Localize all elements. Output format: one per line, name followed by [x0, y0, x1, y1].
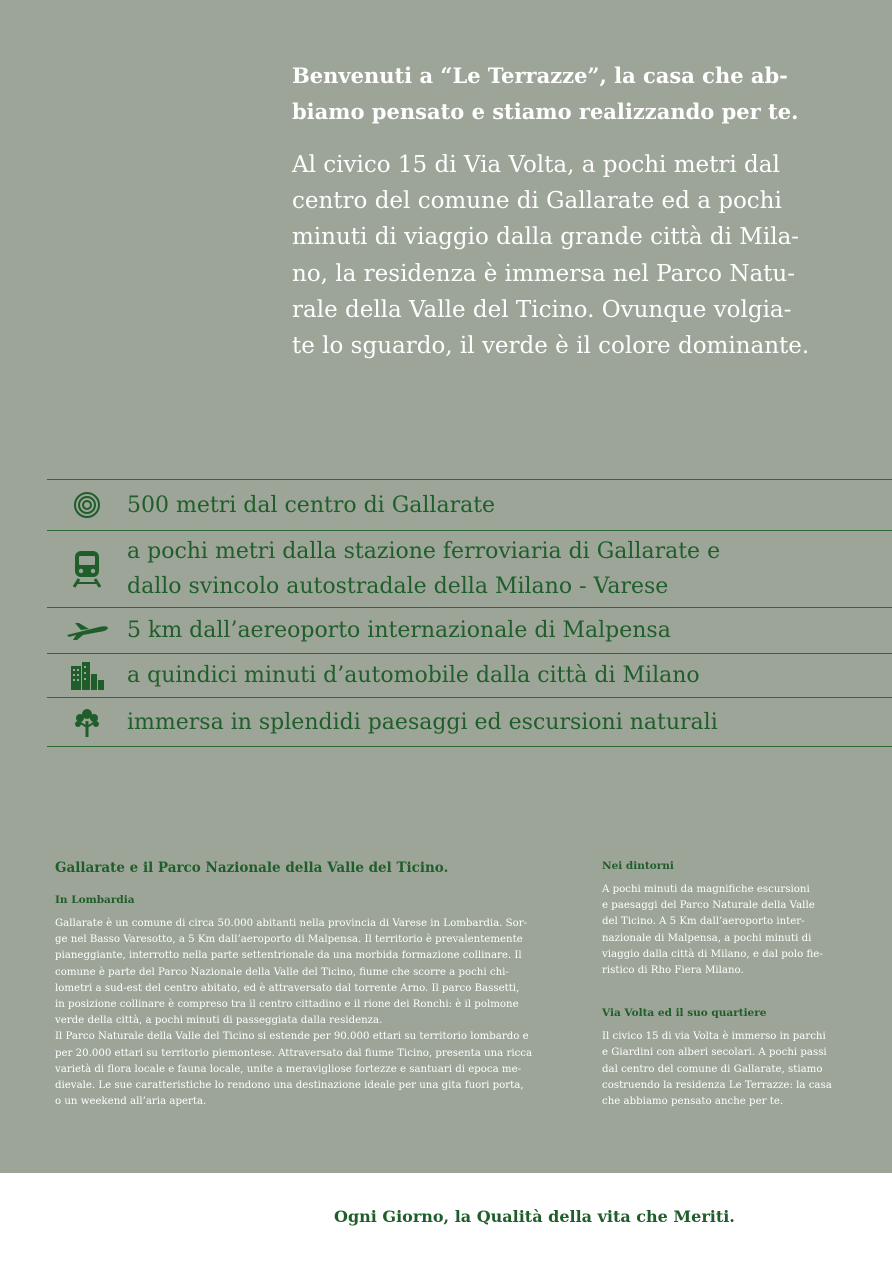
- tagline: Ogni Giorno, la Qualità della vita che Meriti.: [334, 1207, 735, 1226]
- intro-body-line: centro del comune di Gallarate ed a pochi: [292, 188, 782, 215]
- quarter-text: [602, 1029, 842, 1110]
- features-list: [47, 479, 892, 747]
- intro-title-line: Benvenuti a “Le Terrazze”, la casa che ab-: [292, 63, 788, 88]
- text-line: ge nel Basso Varesotto, a 5 Km dall’aeroporto di Malpensa. Il territorio è prevalentemente: [55, 934, 523, 946]
- intro-body-line: rale della Valle del Ticino. Ovunque volgia-: [292, 296, 792, 323]
- quarter-heading: Via Volta ed il suo quartiere: [602, 1007, 767, 1020]
- feature-text: [127, 658, 700, 693]
- feature-line: a quindici minuti d’automobile dalla città di Milano: [127, 663, 700, 688]
- intro-block: [292, 58, 840, 364]
- feature-text: [127, 534, 720, 604]
- text-line: per 20.000 ettari su territorio piemontese. Attraversato dal fiume Ticino, presenta una ricca: [55, 1047, 533, 1059]
- airplane-icon: [47, 621, 127, 641]
- text-line: varietà di flora locale e fauna locale, unite a meravigliose fortezze e santuari di epoca me-: [55, 1063, 522, 1075]
- feature-line: dallo svincolo autostradale della Milano - Varese: [127, 574, 669, 599]
- text-line: ristico di Rho Fiera Milano.: [602, 965, 744, 977]
- text-line: o un weekend all’aria aperta.: [55, 1096, 207, 1108]
- text-line: del Ticino. A 5 Km dall’aeroporto inter-: [602, 916, 805, 928]
- text-line: dievale. Le sue caratteristiche lo rendono una destinazione ideale per una gita fuori porta,: [55, 1080, 524, 1092]
- left-column-subheading: In Lombardia: [55, 894, 135, 906]
- feature-line: a pochi metri dalla stazione ferroviaria di Gallarate e: [127, 539, 721, 564]
- text-line: pianeggiante, interrotto nella parte settentrionale da una morbida formazione collinare. Il: [55, 950, 522, 962]
- intro-body-line: Al civico 15 di Via Volta, a pochi metri dal: [292, 152, 780, 178]
- feature-text: [127, 613, 671, 648]
- text-line: in posizione collinare è compreso tra il centro cittadino e il rione dei Ronchi: è il polmone: [55, 999, 519, 1011]
- city-icon: [47, 662, 127, 690]
- nearby-text: [602, 882, 842, 979]
- intro-body-line: te lo sguardo, il verde è il colore dominante.: [292, 333, 810, 360]
- text-line: e Giardini con alberi secolari. A pochi passi: [602, 1047, 827, 1059]
- feature-line: 500 metri dal centro di Gallarate: [127, 492, 496, 518]
- text-line: dal centro del comune di Gallarate, stiamo: [602, 1063, 823, 1075]
- feature-row-station: [47, 531, 892, 608]
- text-line: e paesaggi del Parco Naturale della Valle: [602, 900, 815, 912]
- text-line: nazionale di Malpensa, a pochi minuti di: [602, 932, 812, 944]
- feature-row-nature: [47, 698, 892, 747]
- text-line: che abbiamo pensato anche per te.: [602, 1096, 784, 1108]
- text-line: Gallarate è un comune di circa 50.000 abitanti nella provincia di Varese in Lombardia. Sor-: [55, 918, 528, 929]
- train-icon: [47, 549, 127, 589]
- text-line: lometri a sud-est del centro abitato, ed è attraversato dal torrente Arno. Il parco Bassetti,: [55, 982, 520, 994]
- target-icon: [47, 491, 127, 519]
- left-column: [55, 860, 568, 1110]
- text-line: A pochi minuti da magnifiche escursioni: [602, 884, 810, 895]
- intro-body: [292, 147, 840, 364]
- tree-icon: [47, 707, 127, 737]
- intro-body-line: no, la residenza è immersa nel Parco Natu-: [292, 260, 795, 287]
- intro-title-line: biamo pensato e stiamo realizzando per te.: [292, 99, 799, 124]
- feature-line: 5 km dall’aereoporto internazionale di Malpensa: [127, 618, 671, 643]
- intro-title: [292, 58, 840, 130]
- feature-text: [127, 705, 718, 740]
- feature-row-airport: [47, 608, 892, 654]
- feature-text: [127, 488, 495, 523]
- intro-body-line: minuti di viaggio dalla grande città di Mila-: [292, 224, 800, 251]
- left-column-heading: Gallarate e il Parco Nazionale della Valle del Ticino.: [55, 860, 449, 876]
- nearby-heading: Nei dintorni: [602, 860, 674, 872]
- right-column: [602, 860, 842, 1110]
- text-line: Il Parco Naturale della Valle del Ticino si estende per 90.000 ettari su territorio lombardo e: [55, 1031, 529, 1043]
- feature-row-center: [47, 480, 892, 531]
- text-line: viaggio dalla città di Milano, e dal polo fie-: [602, 948, 823, 960]
- text-line: comune è parte del Parco Nazionale della Valle del Ticino, fiume che scorre a pochi chi-: [55, 966, 509, 978]
- text-line: costruendo la residenza Le Terrazze: la casa: [602, 1079, 832, 1091]
- feature-row-milano: [47, 654, 892, 698]
- feature-line: immersa in splendidi paesaggi ed escursioni naturali: [127, 709, 718, 735]
- left-column-text: [55, 916, 568, 1110]
- text-line: verde della città, a pochi minuti di passeggiata dalla residenza.: [55, 1015, 383, 1027]
- text-line: Il civico 15 di via Volta è immerso in parchi: [602, 1031, 826, 1043]
